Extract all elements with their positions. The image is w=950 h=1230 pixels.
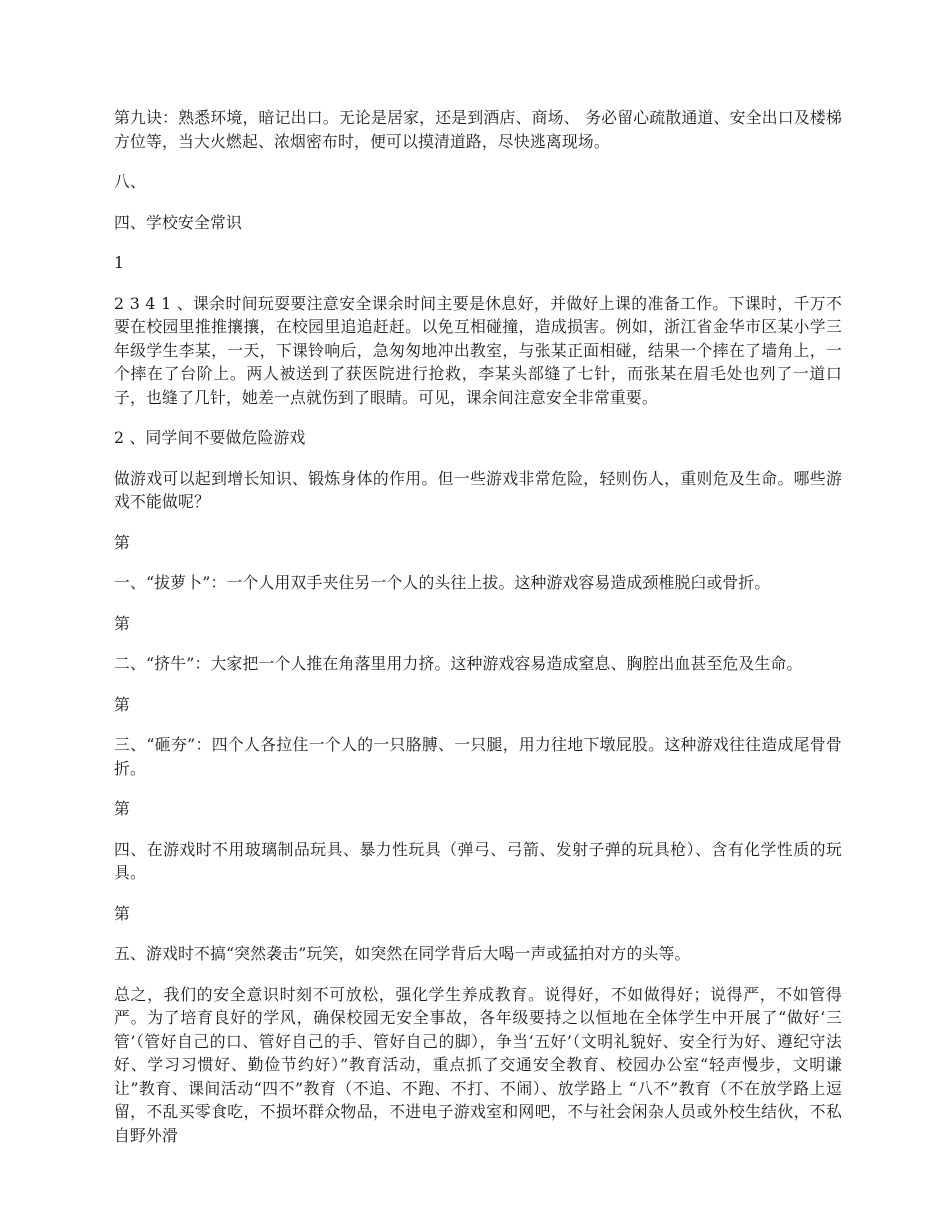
paragraph-game-five: 五、游戏时不搞“突然袭击”玩笑，如突然在同学背后大喝一声或猛拍对方的头等。 [114,944,691,963]
paragraph-game-three: 三、“砸夯”：四个人各拉住一个人的一只胳膊、一只腿，用力往地下墩屁股。这种游戏往往造成尾骨骨折。 [114,735,842,778]
ordinal-prefix: 第 [114,903,130,923]
document-page [114,106,842,1147]
subheading-dangerous-games: 2 、同学间不要做危险游戏 [114,428,306,447]
paragraph-conclusion: 总之，我们的安全意识时刻不可放松，强化学生养成教育。说得好，不如做得好；说得严，不如管得严。为了培育良好的学风，确保校园无安全事故，各年级要持之以恒地在全体学生中开展了“做好‘三管’（管好自己的口、管好自己的手、管好自己的脚），争当‘五好’（文明礼貌好、安全行为好、遵纪守法好、学习习惯好、勤俭节约好）”教育活动，重点抓了交通安全教育、校园办公室“轻声慢步，文明谦让”教育、课间活动“四不”教育（不追、不跑、不打、不闹）、放学路上 “八不”教育（不在放学路上逗留，不乱买零食吃，不损坏群众物品，不进电子游戏室和网吧，不与社会闲杂人员或外校生结伙，不私自野外滑 [114,984,842,1145]
paragraph-game-four: 四、在游戏时不用玻璃制品玩具、暴力性玩具（弹弓、弓箭、发射子弹的玩具枪）、含有化学性质的玩具。 [114,839,842,882]
list-number: 1 [114,253,125,272]
paragraph-game-one: 一、“拔萝卜”：一个人用双手夹住另一个人的头往上拔。这种游戏容易造成颈椎脱臼或骨折。 [114,573,771,592]
ordinal-prefix: 第 [114,613,130,633]
ordinal-prefix: 第 [114,694,130,714]
ordinal-prefix: 第 [114,532,130,552]
paragraph-games-intro: 做游戏可以起到增长知识、锻炼身体的作用。但一些游戏非常危险，轻则伤人，重则危及生命。哪些游戏不能做呢？ [114,468,842,511]
paragraph-recess-safety: 2 3 4 1 、课余时间玩耍要注意安全课余时间主要是休息好，并做好上课的准备工作。下课时，千万不要在校园里推推攘攘，在校园里追追赶赶。以免互相碰撞，造成损害。例如，浙江省金华市区某小学三年级学生李某，一天，下课铃响后，急匆匆地冲出教室，与张某正面相碰，结果一个摔在了墙角上，一个摔在了台阶上。两人被送到了获医院进行抢救，李某头部缝了七针，而张某在眉毛处也列了一道口子，也缝了几针，她差一点就伤到了眼睛。可见，课余间注意安全非常重要。 [114,293,842,407]
section-heading-school-safety: 四、学校安全常识 [114,212,242,232]
section-number-eight: 八、 [114,172,146,191]
ordinal-prefix: 第 [114,799,130,818]
paragraph-game-two: 二、“挤牛”：大家把一个人推在角落里用力挤。这种游戏容易造成窒息、胸腔出血甚至危及生命。 [114,654,803,673]
paragraph-fire-tip-nine: 第九诀：熟悉环境，暗记出口。无论是居家，还是到酒店、商场、 务必留心疏散通道、安全出口及楼梯方位等，当大火燃起、浓烟密布时，便可以摸清道路，尽快逃离现场。 [114,108,842,151]
